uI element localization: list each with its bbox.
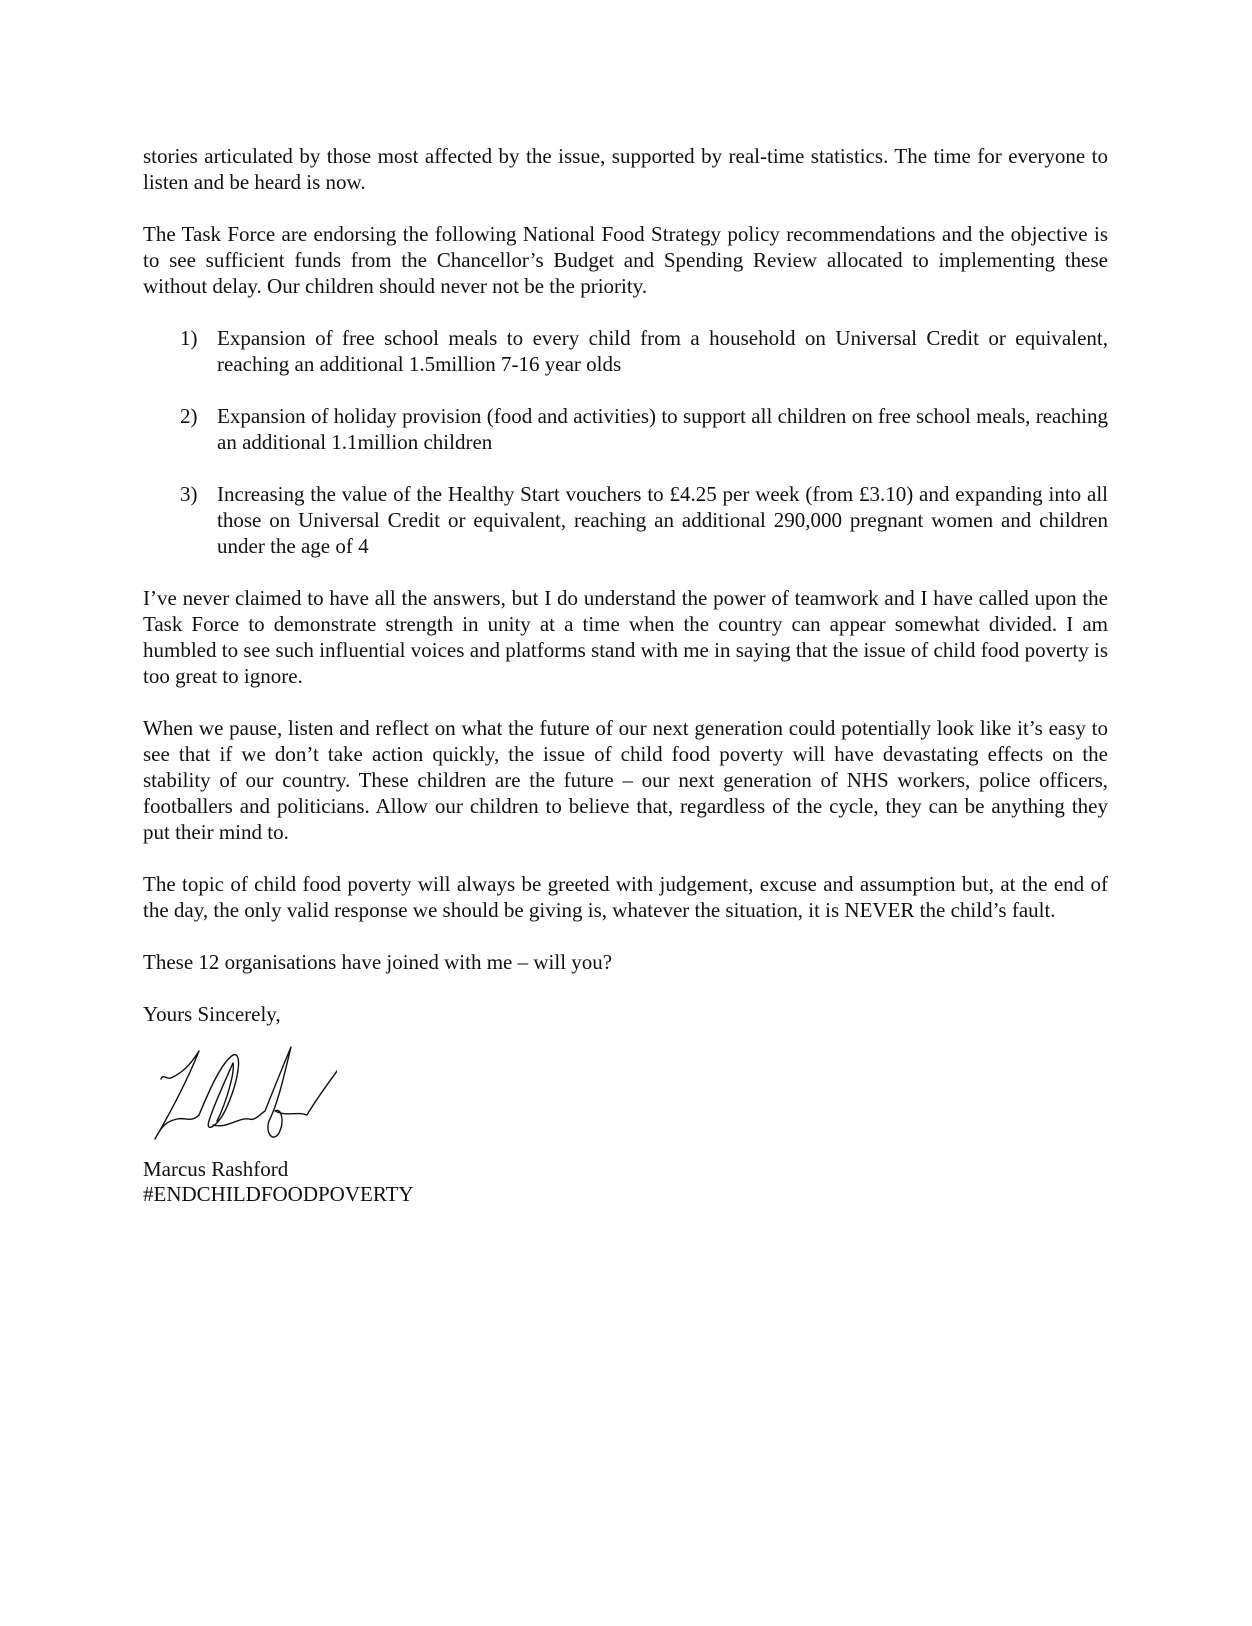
paragraph-future: When we pause, listen and reflect on what the future of our next generation could potentially look like it’s easy to see that if we don’t take action quickly, the issue of child food poverty will have devastating effects on the stability of our country. These children are the future – our next generation of NHS workers, police officers, footballers and politicians. Allow our children to believe that, regardless of the cycle, they can be anything they put their mind to. [143, 716, 1108, 844]
list-marker: 1) [180, 326, 198, 350]
paragraph-teamwork: I’ve never claimed to have all the answers, but I do understand the power of teamwork and I have called upon the Task Force to demonstrate strength in unity at a time when the country can appear somewhat divided. I am humbled to see such influential voices and platforms stand with me in saying that the issue of child food poverty is too great to ignore. [143, 586, 1108, 688]
closing-salutation: Yours Sincerely, [143, 1002, 281, 1026]
recommendations-list [143, 325, 1108, 559]
paragraph-task-force: The Task Force are endorsing the following National Food Strategy policy recommendations and the objective is to see sufficient funds from the Chancellor’s Budget and Spending Review allocated to implementing these without delay. Our children should never not be the priority. [143, 222, 1108, 298]
signature-stroke [199, 1055, 239, 1128]
letter-page [143, 143, 1108, 1207]
paragraph-never-childs-fault: The topic of child food poverty will always be greeted with judgement, excuse and assumption but, at the end of the day, the only valid response we should be giving is, whatever the situation, it is NEVER the child’s fault. [143, 872, 1108, 922]
list-item-text: Expansion of holiday provision (food and activities) to support all children on free school meals, reaching an additional 1.1million children [217, 404, 1108, 454]
signer-name: Marcus Rashford [143, 1157, 289, 1181]
list-item [143, 481, 1108, 559]
signature-stroke [213, 1047, 337, 1137]
list-item-text: Expansion of free school meals to every child from a household on Universal Credit or equivalent, reaching an additional 1.5million 7-16 year olds [217, 326, 1108, 376]
signer-hashtag: #ENDCHILDFOODPOVERTY [143, 1182, 414, 1206]
paragraph-stories: stories articulated by those most affected by the issue, supported by real-time statistics. The time for everyone to listen and be heard is now. [143, 144, 1108, 194]
list-item-text: Increasing the value of the Healthy Start vouchers to £4.25 per week (from £3.10) and expanding into all those on Universal Credit or equivalent, reaching an additional 290,000 pregnant women and children under the age of 4 [217, 482, 1108, 558]
list-item [143, 325, 1108, 377]
list-item [143, 403, 1108, 455]
signature-stroke [155, 1051, 199, 1139]
paragraph-call-to-action: These 12 organisations have joined with me – will you? [143, 950, 613, 974]
signature-icon [147, 1041, 337, 1151]
list-marker: 3) [180, 482, 198, 506]
list-marker: 2) [180, 404, 198, 428]
